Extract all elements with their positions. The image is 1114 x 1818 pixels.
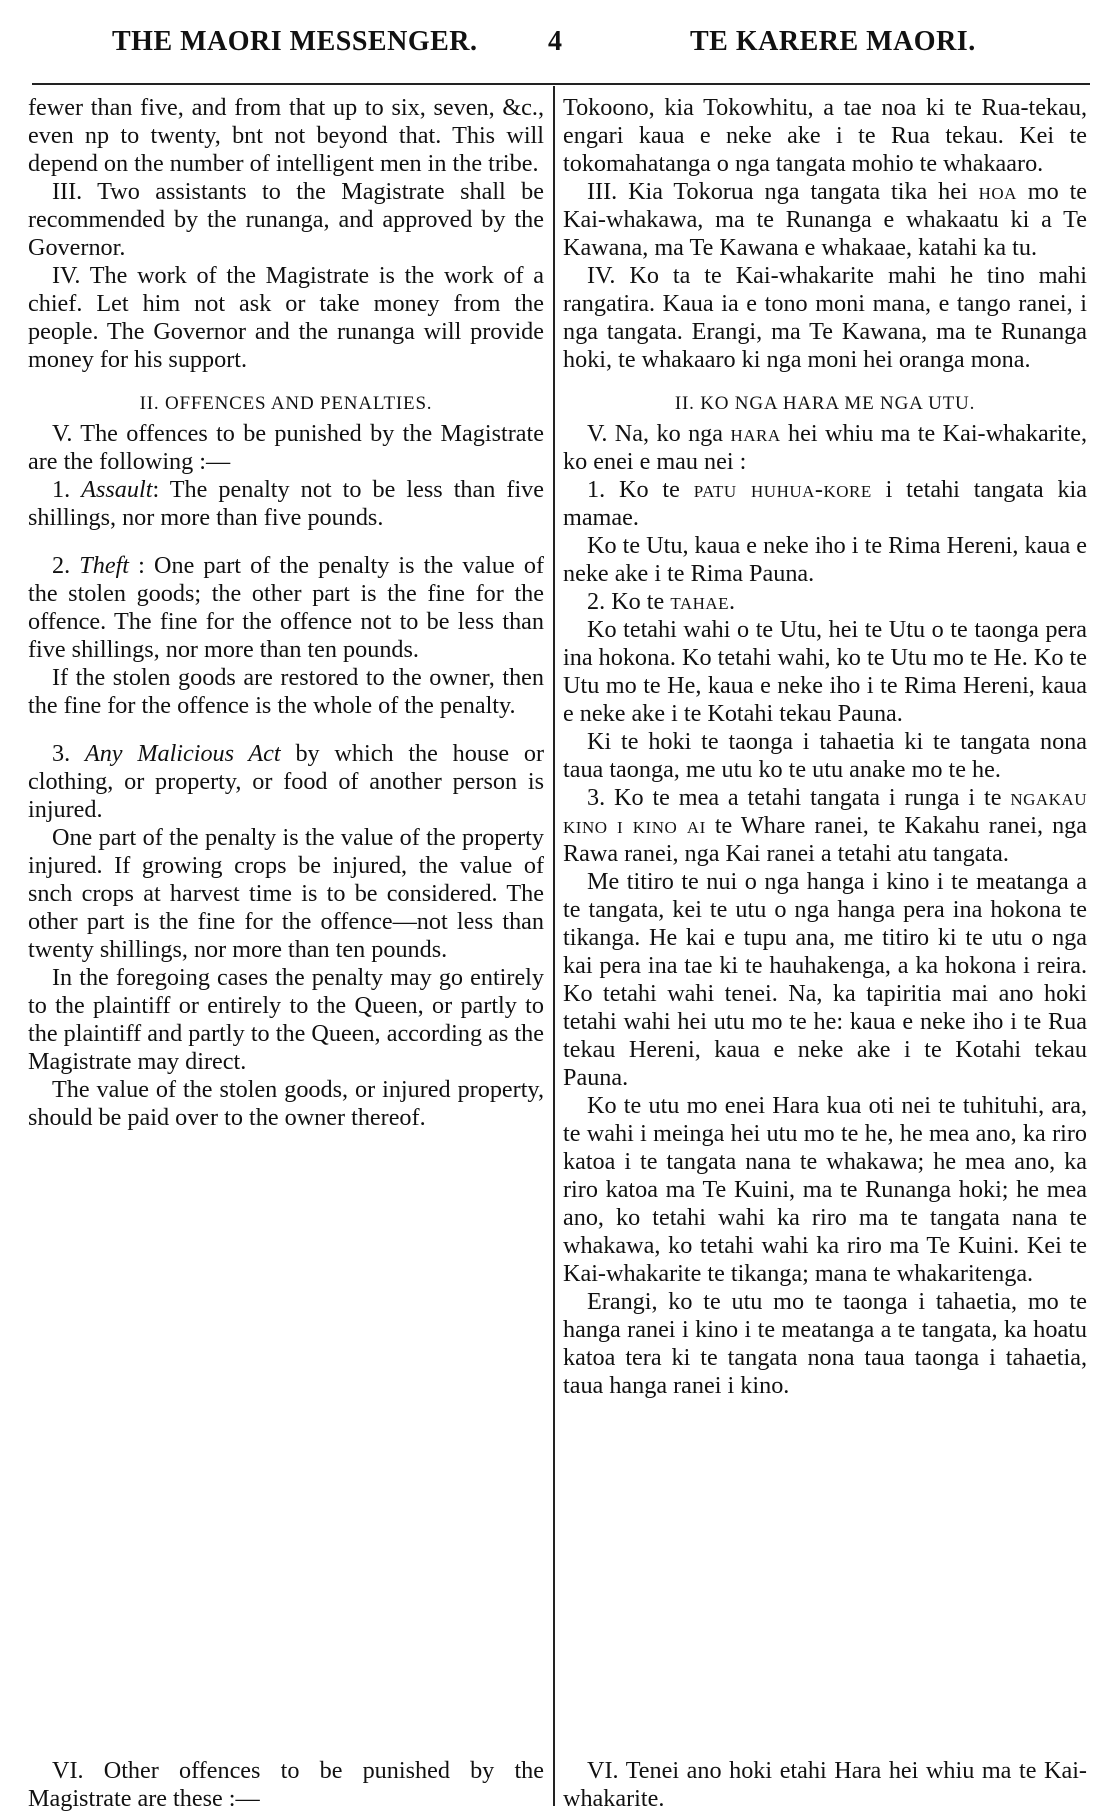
spacer: [28, 720, 544, 740]
maori-clause-iii: [563, 178, 1087, 262]
clause-text: 3. Ko te mea a tetahi tangata i runga i te: [587, 784, 1002, 811]
offence-title: Theft: [79, 552, 130, 579]
english-offence-3-penalty: One part of the penalty is the value of the property injured. If growing crops be injured, the value of snch crops at harvest time is to be considered. The other part is the fine for the offence—not less than twenty shillings, nor more than ten pounds.: [28, 824, 544, 963]
clause-text: mo te Kai-whakawa, ma te Runanga e whakaatu ki a Te Kawana, ma Te Kawana e whakaae, katahi ka tu.: [563, 178, 1087, 261]
maori-offence-1-penalty: Ko te Utu, kaua e neke iho i te Rima Hereni, kaua e neke ake i te Rima Pauna.: [563, 532, 1087, 587]
maori-foregoing-cases: Ko te utu mo enei Hara kua oti nei te tuhituhi, ara, te wahi i meinga hei utu mo te he, he mea ano, ka riro katoa i te tangata nana te whakawa; he mea ano, ka riro katoa ma Te Kuini, ma te Runanga hoki; he mea ano, ko tetahi wahi ka riro ma te tangata nana te whakawa, ko tetahi wahi ka riro ma Te Kuini. Kei te Kai-whakarite te tikanga; mana te whakaritenga.: [563, 1092, 1087, 1287]
page-header: [0, 0, 1114, 80]
page-number: 4: [548, 26, 563, 57]
english-offence-2-restored: If the stolen goods are restored to the owner, then the fine for the offence is the whole of the penalty.: [28, 664, 544, 719]
offence-text: : One part of the penalty is the value of the stolen goods; the other part is the fine for the offence. The fine for the offence not to be less than five shillings, nor more than ten pounds.: [28, 552, 544, 663]
maori-value-paid: Erangi, ko te utu mo te taonga i tahaetia, mo te hanga ranei i kino i te meatanga a te tangata, ka hoatu katoa tera ki te tangata nona taua taonga i tahaetia, taua hanga ranei i kino.: [563, 1288, 1087, 1399]
english-clause-vi: [28, 1757, 544, 1813]
clause-keyword: hara: [730, 420, 781, 447]
clause-keyword: patu huhua-kore: [693, 476, 872, 503]
maori-clause-vi: [563, 1757, 1087, 1813]
offence-number: 3.: [52, 740, 71, 767]
english-clause-v: V. The offences to be punished by the Magistrate are the following :—: [28, 420, 544, 475]
clause-keyword: hoa: [978, 178, 1017, 205]
english-clause-iii: III. Two assistants to the Magistrate shall be recommended by the runanga, and approved by the Governor.: [28, 178, 544, 261]
english-offence-3: [28, 740, 544, 824]
english-clause-iv: IV. The work of the Magistrate is the work of a chief. Let him not ask or take money from the people. The Governor and the runanga will provide money for his support.: [28, 262, 544, 373]
english-clause-vi-text: VI. Other offences to be punished by the Magistrate are these :—: [28, 1757, 544, 1812]
english-offence-2: [28, 552, 544, 664]
offence-text: : The penalty not to be less than five shillings, nor more than five pounds.: [28, 476, 544, 531]
english-intro: fewer than five, and from that up to six, seven, &c., even np to twenty, bnt not beyond that. This will depend on the number of intelligent men in the tribe.: [28, 94, 544, 177]
maori-offence-3: [563, 784, 1087, 868]
english-column: [28, 94, 544, 1810]
header-rule: [32, 83, 1090, 85]
maori-offence-2: [563, 588, 1087, 616]
maori-offence-2-penalty: Ko tetahi wahi o te Utu, hei te Utu o te taonga pera ina hokona. Ko tetahi wahi, ko te Utu mo te He. Ko te Utu mo te He, kaua e neke iho i te Rima Hereni, kaua e neke ake i te Kotahi tekau Pauna.: [563, 616, 1087, 727]
spacer: [563, 374, 1087, 386]
offence-title: Assault: [81, 476, 153, 503]
maori-offence-3-penalty: Me titiro te nui o nga hanga i kino i te meatanga a te tangata, kei te utu o nga hanga pera ina hokona te tikanga. He kai e tupu ana, me titiro ki te utu o nga kai pera ina tae ki te hauhakenga, a ka hokona i reira. Ko tetahi wahi tenei. Na, ka tapiritia mai ano hoki tetahi wahi hei utu mo te he: kaua e neke iho i te Rua tekau Hereni, kaua e neke ake i te Kotahi tekau Pauna.: [563, 868, 1087, 1091]
column-divider: [553, 86, 555, 1806]
clause-text: 1. Ko te: [587, 476, 680, 503]
offence-number: 1.: [52, 476, 71, 503]
clause-text: i tetahi tangata kia mamae.: [563, 476, 1087, 531]
offence-text: by which the house or clothing, or property, or food of another person is injured.: [28, 740, 544, 823]
offence-title: Any Malicious Act: [84, 740, 281, 767]
maori-intro: Tokoono, kia Tokowhitu, a tae noa ki te Rua-tekau, engari kaua e neke ake i te Rua tekau. Kei te tokomahatanga o nga tangata mohio te whakaaro.: [563, 94, 1087, 177]
english-value-paid: The value of the stolen goods, or injured property, should be paid over to the owner thereof.: [28, 1076, 544, 1131]
clause-keyword: ngakau kino i kino ai: [563, 784, 1087, 839]
maori-offence-2-restored: Ki te hoki te taonga i tahaetia ki te tangata nona taua taonga, me utu ko te utu anake mo te he.: [563, 728, 1087, 783]
spacer: [28, 532, 544, 552]
clause-text: III. Kia Tokorua nga tangata tika hei: [587, 178, 968, 205]
english-section-heading: II. OFFENCES AND PENALTIES.: [139, 393, 433, 414]
clause-keyword: tahae.: [670, 588, 736, 615]
offence-number: 2.: [52, 552, 71, 579]
english-foregoing-cases: In the foregoing cases the penalty may go entirely to the plaintiff or entirely to the Queen, or partly to the plaintiff and partly to the Queen, according as the Magistrate may direct.: [28, 964, 544, 1075]
maori-title: TE KARERE MAORI.: [690, 26, 976, 57]
maori-section-heading: II. KO NGA HARA ME NGA UTU.: [674, 393, 976, 414]
maori-clause-iv: IV. Ko ta te Kai-whakarite mahi he tino mahi rangatira. Kaua ia e tono moni mana, e tango ranei, i nga tangata. Erangi, ma Te Kawana, ma te Runanga hoki, te whakaaro ki nga moni hei oranga mona.: [563, 262, 1087, 373]
english-offence-1: [28, 476, 544, 532]
maori-offence-1: [563, 476, 1087, 532]
clause-text: te Whare ranei, te Kakahu ranei, nga Rawa ranei, nga Kai ranei a tetahi atu tangata.: [563, 812, 1087, 867]
spacer: [28, 374, 544, 386]
clause-text: 2. Ko te: [587, 588, 665, 615]
maori-clause-vi-text: VI. Tenei ano hoki etahi Hara hei whiu ma te Kai-whakarite.: [563, 1757, 1087, 1812]
maori-column: [563, 94, 1087, 1810]
english-title: THE MAORI MESSENGER.: [112, 26, 478, 57]
clause-text: V. Na, ko nga: [587, 420, 724, 447]
clause-text: hei whiu ma te Kai-whakarite, ko enei e mau nei :: [563, 420, 1087, 475]
maori-clause-v: [563, 420, 1087, 476]
